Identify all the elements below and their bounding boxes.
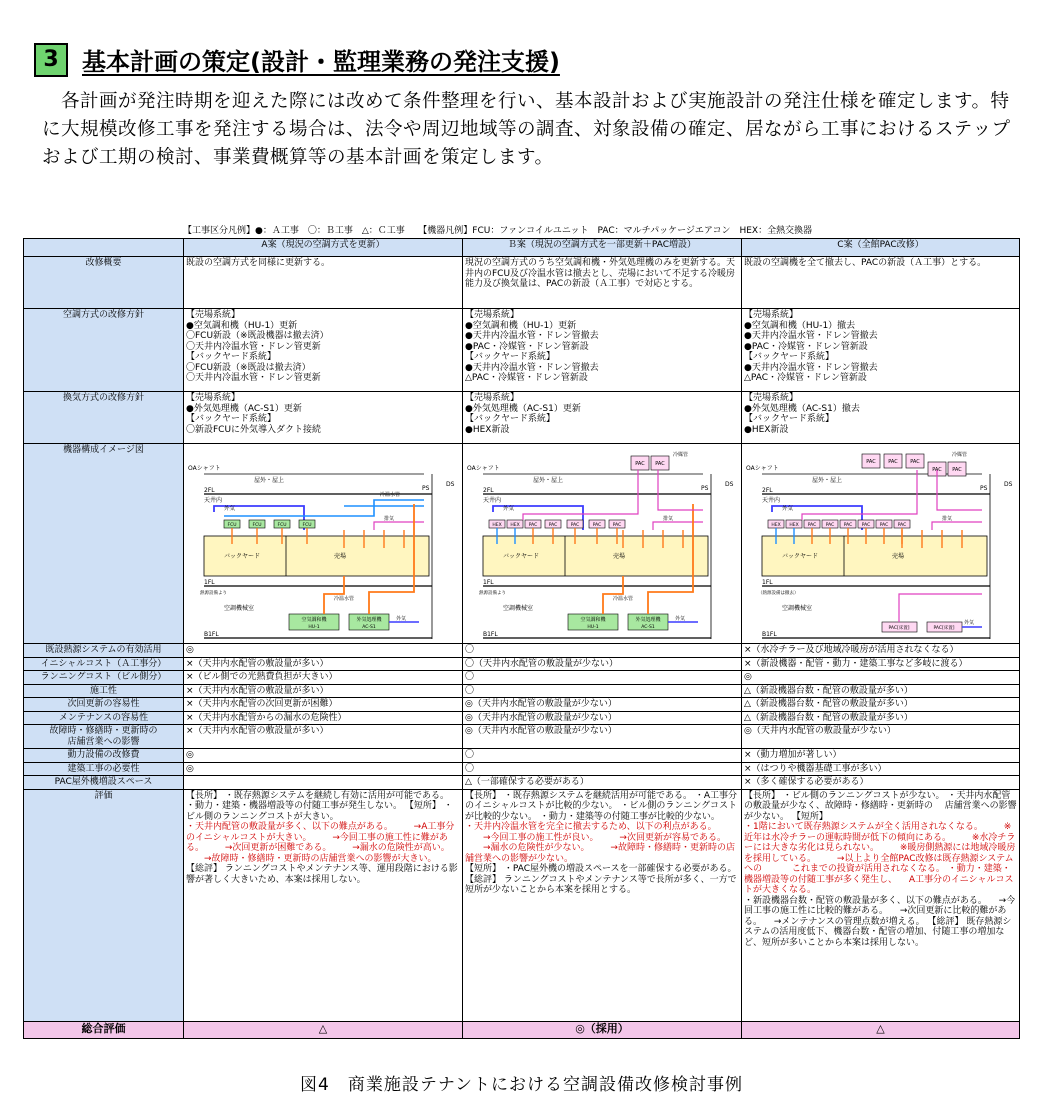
criteria-label: 次回更新の容易性 (24, 698, 184, 712)
refrigerant-label: 冷媒管 (673, 452, 689, 458)
floor-2fl-label: 2FL (204, 487, 215, 494)
ceiling-label: 天井内 (204, 497, 223, 504)
roof-label: 屋外・屋上 (533, 477, 564, 484)
vent-a: 【売場系統】 ●外気処理機（AC-S1）更新 【バックヤード系統】 〇新設FCUに外気導入ダクト接続 (184, 392, 463, 444)
eval-a-pros: 【長所】 ・既存熱源システムを継続し有効に活用が可能である。 ・動力・建築・機器増設等の付随工事が発生しない。 【短所】 ・ビル側のランニングコストが大きい。 (186, 790, 453, 822)
page-title: 基本計画の策定(設計・監理業務の発注支援) (82, 48, 560, 76)
criteria-value-b: 〇 (463, 671, 742, 685)
floor-1fl-label: 1FL (204, 579, 215, 586)
criteria-value-a: ◎ (184, 749, 463, 763)
row-label-image: 機器構成イメージ図 (24, 444, 184, 644)
roof-label: 屋外・屋上 (812, 477, 843, 484)
criteria-row (24, 725, 1020, 749)
roof-label: 屋外・屋上 (254, 477, 285, 484)
legend-line: 【工事区分凡例】●：Ａ工事 〇：Ｂ工事 △：Ｃ工事 【機器凡例】FCU：ファンコイルユニット PAC：マルチパッケージエアコン HEX：全熱交換器 (183, 226, 813, 236)
ds-label: DS (1004, 481, 1013, 488)
floor-2fl-label: 2FL (762, 487, 773, 494)
figure-caption: 図4 商業施設テナントにおける空調設備改修検討事例 (300, 1075, 743, 1095)
ps-label: PS (701, 485, 709, 492)
outside-air-label: 外気 (782, 506, 794, 512)
criteria-label: メンテナンスの容易性 (24, 711, 184, 725)
summary-b: ◎（採用） (463, 1021, 742, 1038)
oa-shaft-label: OAシャフト (188, 465, 221, 472)
criteria-label: 故障時・修繕時・更新時の 店舗営業への影響 (24, 725, 184, 749)
unit-label: HEX (789, 523, 799, 528)
criteria-row (24, 671, 1020, 685)
criteria-value-a (184, 776, 463, 790)
machine-room-label: 空調機械室 (503, 605, 534, 612)
comparison-table (23, 238, 1020, 1039)
unit-label: PAC (897, 523, 907, 528)
overview-c: 既設の空調機を全て撤去し、PACの新設（Ａ工事）とする。 (742, 257, 1020, 309)
criteria-value-a: ×（天井内水配管からの漏水の危険性） (184, 711, 463, 725)
criteria-row (24, 762, 1020, 776)
summary-label: 総合評価 (24, 1021, 184, 1038)
machine-room-label: 空調機械室 (782, 605, 813, 612)
oa-unit-tag: AC-S1 (362, 625, 376, 630)
machine-chw-label: 冷温水管 (613, 596, 634, 602)
unit-label: PAC (879, 523, 889, 528)
heat-source-label: 熱源設備より (200, 591, 227, 596)
criteria-label: 建築工事の必要性 (24, 762, 184, 776)
vent-b: 【売場系統】 ●外気処理機（AC-S1）更新 【バックヤード系統】 ●HEX新設 (463, 392, 742, 444)
header-plan-c: C案（全館PAC改修） (742, 239, 1020, 257)
row-label-eval: 評価 (24, 789, 184, 1021)
criteria-value-c: ×（はつりや機器基礎工事が多い） (742, 762, 1020, 776)
ahu-supply-duct (324, 576, 344, 614)
oa-unit-tag: AC-S1 (641, 625, 655, 630)
ds-label: DS (446, 481, 455, 488)
rooftop-pac-label: PAC (655, 461, 665, 467)
floor-1fl-label: 1FL (762, 579, 773, 586)
criteria-value-c: △（新設機器台数・配管の敷設量が多い） (742, 711, 1020, 725)
eval-a-summary: 【総評】 ランニングコストやメンテナンス等、運用段階における影響が著しく大きいため、本案は採用しない。 (186, 864, 458, 885)
criteria-value-c: ◎（天井内水配管の敷設量が少ない） (742, 725, 1020, 749)
criteria-row (24, 698, 1020, 712)
criteria-label: PAC屋外機増設スペース (24, 776, 184, 790)
criteria-value-c: ◎ (742, 671, 1020, 685)
oa-unit-label: 外気処理機 (635, 617, 661, 623)
criteria-value-a: ×（ビル側での光熱費負担が大きい） (184, 671, 463, 685)
criteria-value-c: △（新設機器台数・配管の敷設量が多い） (742, 684, 1020, 698)
diagram-plan-a (184, 444, 459, 642)
criteria-row (24, 644, 1020, 658)
criteria-value-b: ◎（天井内水配管の敷設量が少ない） (463, 725, 742, 749)
criteria-row (24, 749, 1020, 763)
ac-c: 【売場系統】 ●空気調和機（HU-1）撤去 ●天井内冷温水管・ドレン管撤去 ●PAC・冷媒管・ドレン管新設 【バックヤード系統】 ●天井内冷温水管・ドレン管撤去 △PAC・冷媒管・ドレン管新設 (742, 309, 1020, 392)
eval-b-pros: 【長所】 ・既存熱源システムを継続活用が可能である。 ・A工事分のイニシャルコストが比較的少ない。 ・ビル側のランニングコストが比較的少ない。 ・動力・建築等の付随工事が比較的少ない。 (465, 790, 737, 822)
sales-label: 売場 (892, 553, 905, 560)
eval-b-merits: ・天井内冷温水管を完全に撤去するため、以下の利点がある。 →今回工事の施工性が良い。 →次回更新が容易である。 →漏水の危険性が少ない。 →故障時・修繕時・更新時の店舗営業への影響が少ない。 (465, 822, 735, 864)
rooftop-pac-label: PAC (910, 459, 920, 465)
backyard-label: バックヤード (503, 553, 540, 560)
unit-label: FCU (227, 523, 237, 528)
eval-a-cons: ・天井内配管の敷設量が多く、以下の難点がある。 →A工事分のイニシャルコストが大きい。 →今回工事の施工性に難がある。 →次回更新が困難である。 →漏水の危険性が高い。 →故障時・修繕時・更新時の店舗営業への影響が大きい。 (186, 822, 455, 864)
c-outside-label: 外気 (964, 620, 975, 626)
criteria-value-b: ◎（天井内水配管の敷設量が少ない） (463, 711, 742, 725)
unit-label: PAC (843, 523, 853, 528)
criteria-value-b: 〇（天井内水配管の敷設量が少ない） (463, 657, 742, 671)
floor-pac-label-1: PAC[床置] (888, 626, 910, 631)
criteria-row (24, 684, 1020, 698)
ahu-label: 空気調和機 (301, 617, 327, 623)
header-plan-a: A案（現況の空調方式を更新） (184, 239, 463, 257)
floor-pac-refrigerant (899, 594, 982, 622)
ceiling-label: 天井内 (762, 497, 781, 504)
criteria-value-c: △（新設機器台数・配管の敷設量が多い） (742, 698, 1020, 712)
eval-b-summary: 【短所】 ・PAC屋外機の増設スペースを一部確保する必要がある。 【総評】 ランニングコストやメンテナンス等で長所が多く、一方で短所が少ないことから本案を採用とする。 (465, 864, 737, 895)
ds-label: DS (725, 481, 734, 488)
eval-c-summary: ・新設機器台数・配管の敷設量が多く、以下の難点がある。 →今回工事の施工性に比較的難がある。 →次回更新に比較的難がある。 →メンテナンスの管理点数が増える。 【総評】 既存熱源システムの活用度低下、機器台数・配管の増加、付随工事の増加など、短所が多いことから本案は採用しない。 (744, 895, 1016, 948)
machine-chw-label: 冷温水管 (334, 596, 355, 602)
criteria-value-a: ◎ (184, 644, 463, 658)
oa-unit-label: 外気処理機 (356, 617, 382, 623)
unit-label: PAC (825, 523, 835, 528)
chilled-water-label: 冷温水管 (380, 492, 401, 498)
ps-label: PS (980, 485, 988, 492)
unit-label: PAC (528, 523, 538, 528)
unit-label: PAC (861, 523, 871, 528)
exhaust-label: 排気 (663, 516, 674, 522)
overview-a: 既設の空調方式を同様に更新する。 (184, 257, 463, 309)
oa-shaft-label: OAシャフト (467, 465, 500, 472)
summary-a: △ (184, 1021, 463, 1038)
unit-label: PAC (612, 523, 622, 528)
ps-label: PS (422, 485, 430, 492)
ahu-tag: HU-1 (587, 625, 599, 630)
exhaust-label: 排気 (942, 516, 953, 522)
unit-label: PAC (570, 523, 580, 528)
heat-source-label: （熱源設備は撤去） (758, 591, 799, 596)
eval-a (184, 789, 463, 1021)
refrigerant-pipe-2 (658, 470, 703, 510)
chilled-water-pipe (224, 500, 424, 516)
criteria-value-a: ×（天井内水配管の敷設量が多い） (184, 725, 463, 749)
criteria-row (24, 776, 1020, 790)
criteria-label: ランニングコスト（ビル側分） (24, 671, 184, 685)
overview-b: 現況の空調方式のうち空気調和機・外気処理機のみを更新する。天井内のFCU及び冷温水管は撤去とし、売場において不足する冷暖房能力及び換気量は、PACの新設（Ａ工事）で対応とする。 (463, 257, 742, 309)
row-label-vent: 換気方式の改修方針 (24, 392, 184, 444)
criteria-value-a: ×（天井内水配管の次回更新が困難） (184, 698, 463, 712)
oa-unit-outside-label: 外気 (675, 616, 686, 622)
criteria-row (24, 711, 1020, 725)
ahu-supply-duct (603, 576, 623, 614)
floor-pac-label-2: PAC[床置] (933, 626, 955, 631)
exhaust-duct (653, 522, 703, 530)
section-number-badge: 3 (34, 43, 68, 77)
rooftop-pac-label: PAC (952, 467, 962, 473)
criteria-label: 施工性 (24, 684, 184, 698)
unit-label: FCU (302, 523, 312, 528)
diagram-plan-b (463, 444, 738, 642)
criteria-value-b: 〇 (463, 684, 742, 698)
criteria-value-a: ×（天井内水配管の敷設量が多い） (184, 684, 463, 698)
criteria-value-b: 〇 (463, 644, 742, 658)
criteria-label: 既設熱源システムの有効活用 (24, 644, 184, 658)
diagram-b-cell (463, 444, 742, 644)
rooftop-pac-label: PAC (888, 459, 898, 465)
unit-label: PAC (548, 523, 558, 528)
criteria-row (24, 657, 1020, 671)
outside-air-label: 外気 (503, 506, 515, 512)
row-label-overview: 改修概要 (24, 257, 184, 309)
diagram-plan-c (742, 444, 1017, 642)
ac-b: 【売場系統】 ●空気調和機（HU-1）更新 ●天井内冷温水管・ドレン管撤去 ●PAC・冷媒管・ドレン管新設 【バックヤード系統】 ●天井内冷温水管・ドレン管撤去 △PAC・冷媒管・ドレン管新設 (463, 309, 742, 392)
header-empty (24, 239, 184, 257)
heat-source-label: 熱源設備より (479, 591, 506, 596)
machine-room-label: 空調機械室 (224, 605, 255, 612)
unit-label: FCU (277, 523, 287, 528)
criteria-label: イニシャルコスト（Ａ工事分） (24, 657, 184, 671)
row-label-ac: 空調方式の改修方針 (24, 309, 184, 392)
floor-1fl-label: 1FL (483, 579, 494, 586)
ahu-label: 空気調和機 (580, 617, 606, 623)
rooftop-pac-label: PAC (866, 459, 876, 465)
eval-c (742, 789, 1020, 1021)
rooftop-pac-label: PAC (635, 461, 645, 467)
backyard-label: バックヤード (224, 553, 261, 560)
eval-b (463, 789, 742, 1021)
criteria-value-b: 〇 (463, 762, 742, 776)
criteria-value-c: ×（水冷チラー及び地域冷暖房が活用されなくなる） (742, 644, 1020, 658)
unit-label: FCU (252, 523, 262, 528)
oa-unit-outside-label: 外気 (396, 616, 407, 622)
oa-shaft-label: OAシャフト (746, 465, 779, 472)
rooftop-pac-label: PAC (932, 467, 942, 473)
criteria-value-c: ×（多く確保する必要がある） (742, 776, 1020, 790)
floor-2fl-label: 2FL (483, 487, 494, 494)
criteria-value-c: ×（動力増加が著しい） (742, 749, 1020, 763)
criteria-value-a: ×（天井内水配管の敷設量が多い） (184, 657, 463, 671)
criteria-value-b: △（一部確保する必要がある） (463, 776, 742, 790)
criteria-value-b: ◎（天井内水配管の敷設量が少ない） (463, 698, 742, 712)
floor-b1fl-label: B1FL (483, 631, 498, 638)
eval-c-cons: ・1階において既存熱源システムが全く活用されなくなる。 ※近年は水冷チラーの運転時間が低下の傾向にある。 ※水冷チラーには大きな劣化は見られない。 ※暖房側熱源には地域冷暖房を採用している。 →以上より全館PAC改修は既存熱源システムへの これまでの投資が活用されなくなる。 ・動力・建築・機器増設等の付随工事が多く発生し、 A工事分のイニシャルコストが大きくなる。 (744, 822, 1016, 895)
criteria-label: 動力設備の改修費 (24, 749, 184, 763)
sales-label: 売場 (334, 553, 347, 560)
ac-a: 【売場系統】 ●空気調和機（HU-1）更新 〇FCU新設（※既設機器は撤去済） 〇天井内冷温水管・ドレン管更新 【バックヤード系統】 〇FCU新設（※既設は撤去済） 〇天井内冷温水管・ドレン管更新 (184, 309, 463, 392)
criteria-value-c: ×（新設機器・配管・動力・建築工事など多岐に渡る） (742, 657, 1020, 671)
exhaust-label: 排気 (384, 516, 395, 522)
sales-label: 売場 (613, 553, 626, 560)
unit-label: PAC (592, 523, 602, 528)
floor-b1fl-label: B1FL (204, 631, 219, 638)
unit-label: HEX (771, 523, 781, 528)
backyard-label: バックヤード (782, 553, 819, 560)
summary-c: △ (742, 1021, 1020, 1038)
exhaust-duct (932, 522, 982, 530)
unit-label: HEX (492, 523, 502, 528)
intro-paragraph: 各計画が発注時期を迎えた際には改めて条件整理を行い、基本設計および実施設計の発注仕様を確定します。特に大規模改修工事を発注する場合は、法令や周辺地域等の調査、対象設備の確定、居ながら工事におけるステップおよび工期の検討、事業費概算等の基本計画を策定します。 (42, 91, 1011, 168)
unit-label: HEX (510, 523, 520, 528)
unit-label: PAC (807, 523, 817, 528)
diagram-a-cell (184, 444, 463, 644)
criteria-value-a: ◎ (184, 762, 463, 776)
header-plan-b: Ｂ案（現況の空調方式を一部更新＋PAC増設） (463, 239, 742, 257)
exhaust-duct (374, 522, 424, 530)
section-heading (34, 42, 560, 77)
eval-c-pros: 【長所】 ・ビル側のランニングコストが少ない。 ・天井内水配管の敷設量が少なく、故障時・修繕時・更新時の 店舗営業への影響が少ない。 【短所】 (744, 790, 1017, 822)
vent-c: 【売場系統】 ●外気処理機（AC-S1）撤去 【バックヤード系統】 ●HEX新設 (742, 392, 1020, 444)
diagram-c-cell (742, 444, 1020, 644)
ahu-tag: HU-1 (308, 625, 320, 630)
outside-air-label: 外気 (224, 506, 236, 512)
criteria-value-b: 〇 (463, 749, 742, 763)
refrigerant-label: 冷媒管 (952, 452, 968, 458)
floor-b1fl-label: B1FL (762, 631, 777, 638)
ceiling-label: 天井内 (483, 497, 502, 504)
